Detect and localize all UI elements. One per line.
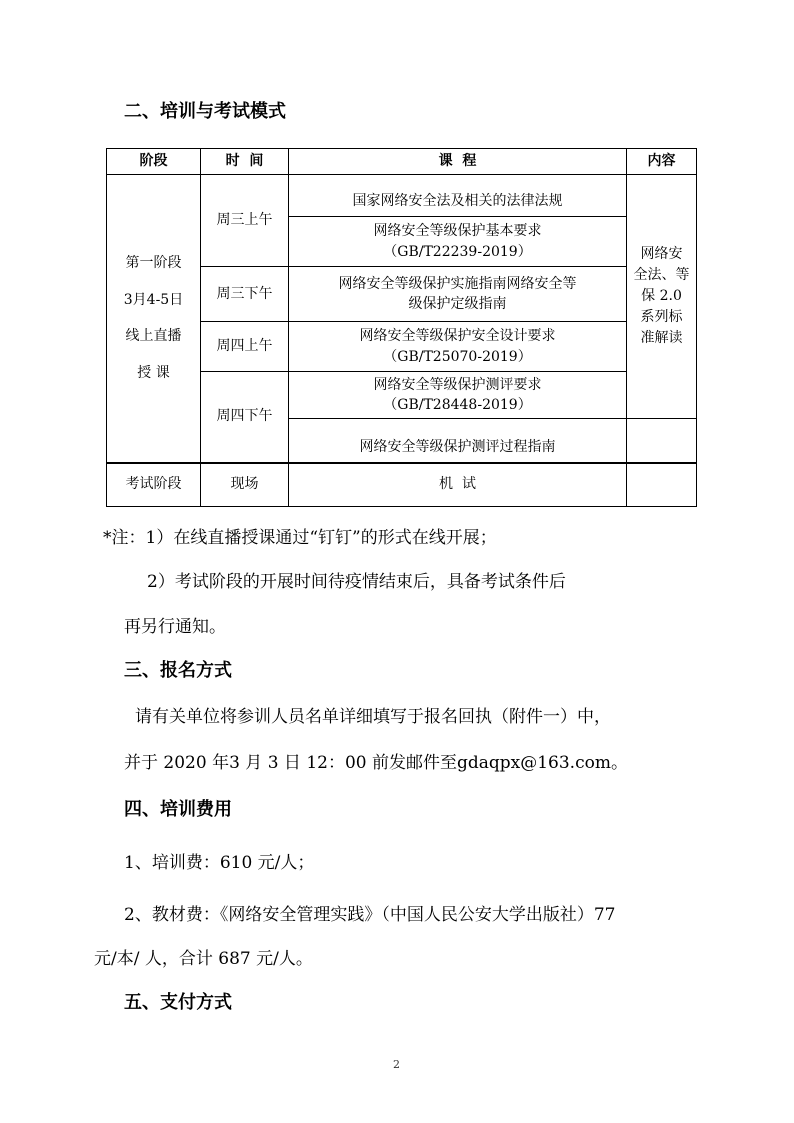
course-2 xyxy=(289,217,627,267)
content-line-4: 系列标 xyxy=(640,309,683,325)
course-4-title: 网络安全等级保护安全设计要求 xyxy=(359,328,556,345)
content-line-1: 网络安 xyxy=(640,246,683,262)
course-6: 网络安全等级保护测评过程指南 xyxy=(289,419,627,463)
course-5-code: （GB/T28448-2019） xyxy=(383,397,532,413)
content-line-2: 全法、等 xyxy=(633,267,690,283)
course-4 xyxy=(289,322,627,372)
note-2: 2）考试阶段的开展时间待疫情结束后，具备考试条件后 xyxy=(147,572,566,592)
phase-1-cell xyxy=(107,175,201,463)
course-3 xyxy=(289,267,627,322)
course-5-title: 网络安全等级保护测评要求 xyxy=(373,376,542,393)
content-cell xyxy=(627,175,697,419)
section-3-heading: 三、报名方式 xyxy=(124,660,232,681)
course-4-code: （GB/T25070-2019） xyxy=(383,348,532,365)
phase-1-name: 第一阶段 xyxy=(125,255,182,272)
header-time: 时 间 xyxy=(201,149,289,175)
course-3-line-2: 级保护定级指南 xyxy=(408,296,507,312)
content-line-3: 保 2.0 xyxy=(641,288,682,304)
phase-1-date: 3月4-5日 xyxy=(123,291,184,308)
content-line-5: 准解读 xyxy=(640,330,683,346)
course-2-title: 网络安全等级保护基本要求 xyxy=(373,223,542,240)
header-content: 内容 xyxy=(627,149,697,175)
slot-wed-am: 周三上午 xyxy=(201,175,289,267)
fee-item-2-continued: 元/本/ 人，合计 687 元/人。 xyxy=(94,949,313,969)
fee-item-2: 2、教材费：《网络安全管理实践》（中国人民公安大学出版社）77 xyxy=(124,905,616,925)
exam-phase: 考试阶段 xyxy=(107,463,201,507)
section-5-heading: 五、支付方式 xyxy=(124,992,232,1013)
training-schedule-table xyxy=(106,148,697,507)
note-1: *注：1）在线直播授课通过“钉钉”的形式在线开展； xyxy=(103,528,497,548)
slot-thu-pm: 周四下午 xyxy=(201,372,289,463)
header-course: 课 程 xyxy=(289,149,627,175)
note-2-continued: 再另行通知。 xyxy=(124,617,226,637)
section-4-heading: 四、培训费用 xyxy=(124,799,232,820)
header-phase: 阶段 xyxy=(107,149,201,175)
registration-line-1: 请有关单位将参训人员名单详细填写于报名回执（附件一）中， xyxy=(135,707,611,727)
exam-course: 机 试 xyxy=(289,463,627,507)
section-2-heading: 二、培训与考试模式 xyxy=(124,101,286,122)
exam-time: 现场 xyxy=(201,463,289,507)
exam-row xyxy=(107,463,697,507)
fee-item-1: 1、培训费：610 元/人； xyxy=(124,853,315,873)
course-2-code: （GB/T22239-2019） xyxy=(383,243,532,260)
course-3-line-1: 网络安全等级保护实施指南网络安全等 xyxy=(338,275,577,292)
registration-line-2: 并于 2020 年3 月 3 日 12：00 前发邮件至gdaqpx@163.com。 xyxy=(124,753,628,773)
course-1: 国家网络安全法及相关的法律法规 xyxy=(289,175,627,217)
slot-thu-am: 周四上午 xyxy=(201,322,289,372)
course-5 xyxy=(289,372,627,419)
page-number: 2 xyxy=(393,1058,400,1071)
table-header-row xyxy=(107,149,697,175)
table-row xyxy=(107,175,697,217)
phase-1-mode: 线上直播 xyxy=(125,328,182,345)
slot-wed-pm: 周三下午 xyxy=(201,267,289,322)
content-empty-cell xyxy=(627,419,697,463)
exam-content-empty xyxy=(627,463,697,507)
phase-1-mode-2: 授 课 xyxy=(137,364,170,381)
